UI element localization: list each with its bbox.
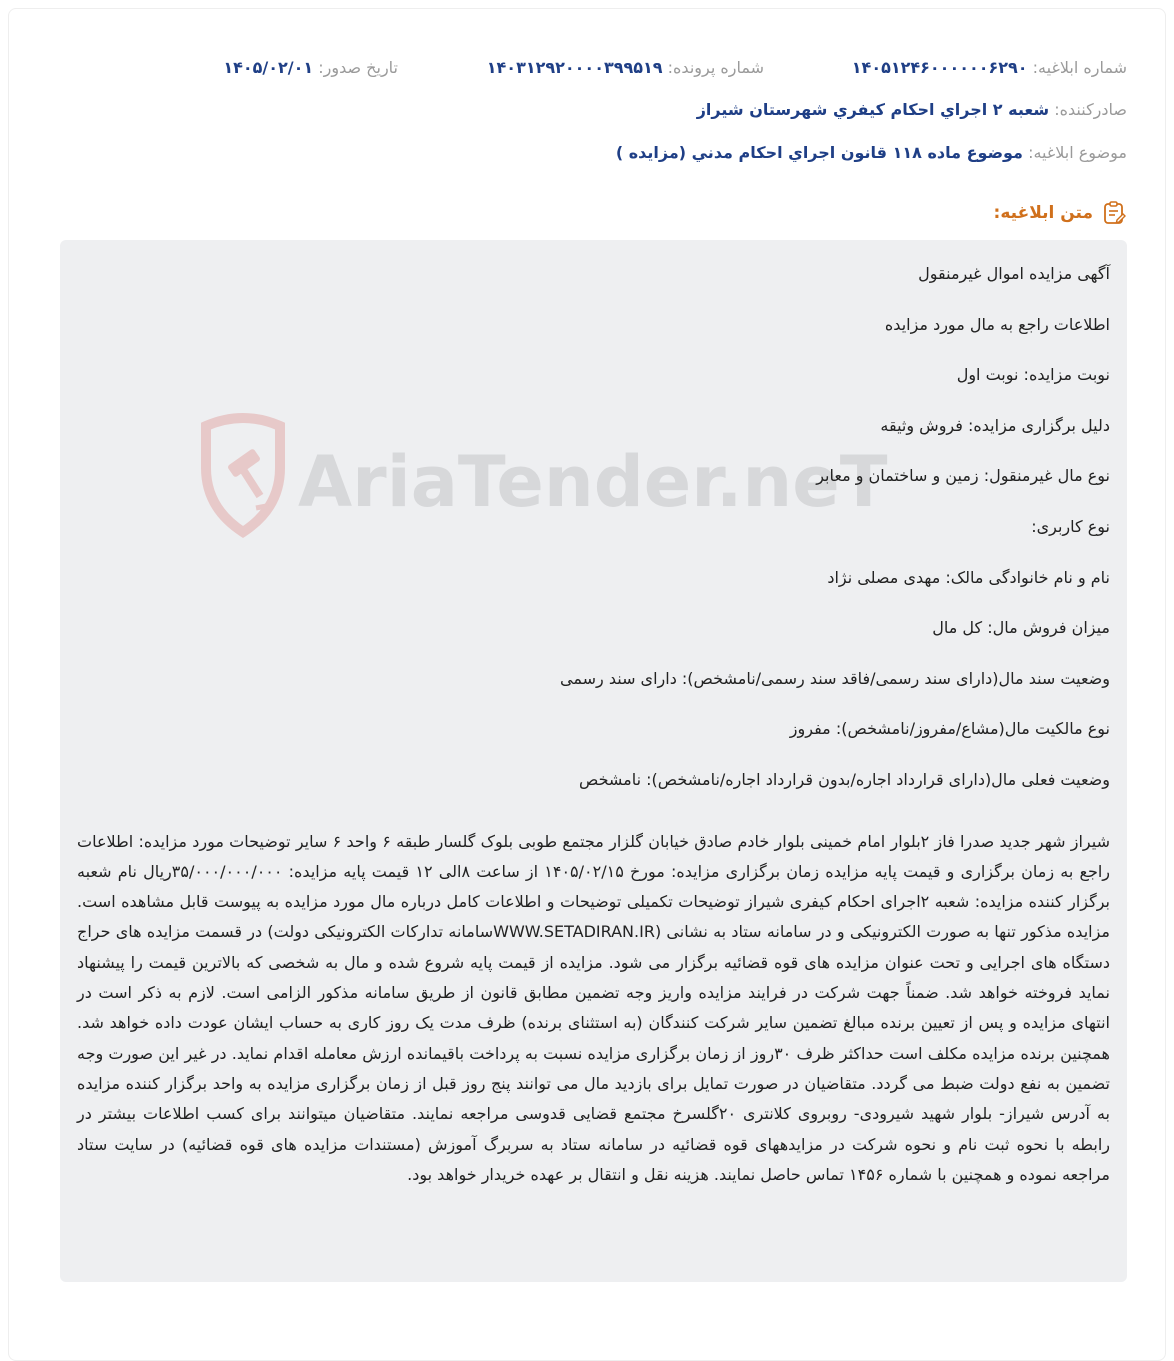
- body-line: نام و نام خانوادگی مالک: مهدی مصلی نژاد: [827, 567, 1110, 587]
- issue-date-value: ۱۴۰۵/۰۲/۰۱: [223, 58, 314, 77]
- body-line: نوع کاربری:: [1031, 516, 1110, 536]
- file-number-row: [487, 58, 764, 77]
- body-line: وضعیت فعلی مال(دارای قرارداد اجاره/بدون قرارداد اجاره/نامشخص): نامشخص: [578, 769, 1110, 789]
- notice-clipboard-icon: [1101, 200, 1127, 226]
- body-line: نوبت مزایده: نوبت اول: [956, 365, 1110, 385]
- subject-row: [616, 143, 1127, 162]
- body-line: دلیل برگزاری مزایده: فروش وثیقه: [880, 415, 1110, 435]
- subject-value: موضوع ماده ۱۱۸ قانون اجراي احکام مدني (مزايده ): [615, 143, 1023, 162]
- notice-content-box: [60, 240, 1127, 1282]
- notice-text-heading: [994, 200, 1127, 226]
- body-line: وضعیت سند مال(دارای سند رسمی/فاقد سند رسمی/نامشخص): دارای سند رسمی: [560, 668, 1110, 688]
- watermark-text: AriaTender.neT: [298, 441, 888, 523]
- issuer-value: شعبه ۲ اجراي احکام کيفري شهرستان شيراز: [696, 100, 1050, 119]
- body-line: میزان فروش مال: کل مال: [932, 618, 1110, 638]
- issue-date-label: تاریخ صدور:: [318, 58, 398, 77]
- file-number-label: شماره پرونده:: [667, 58, 764, 77]
- body-line: نوع مال غیرمنقول: زمین و ساختمان و معابر: [816, 466, 1110, 486]
- body-line: آگهی مزایده اموال غیرمنقول: [918, 264, 1110, 283]
- body-line: نوع مالکیت مال(مشاع/مفروز/نامشخص): مفروز: [789, 719, 1110, 739]
- issue-date-row: [223, 58, 398, 77]
- issuer-label: صادرکننده:: [1054, 100, 1127, 119]
- issuer-row: [697, 100, 1127, 119]
- notice-number-value: ۱۴۰۵۱۲۴۶۰۰۰۰۰۰۶۲۹۰: [851, 58, 1028, 77]
- notice-body: [77, 262, 1110, 1190]
- body-line: اطلاعات راجع به مال مورد مزایده: [884, 314, 1110, 334]
- notice-number-label: شماره ابلاغیه:: [1032, 58, 1127, 77]
- subject-label: موضوع ابلاغیه:: [1028, 143, 1127, 162]
- body-paragraph: شیراز شهر جدید صدرا فاز ۲بلوار امام خمینی بلوار خادم صادق خیابان گلزار مجتمع طوبی بلوک گلسار طبقه ۶ واحد ۶ سایر توضیحات مورد مزایده: اطلاعات راجع به زمان برگزاری و قیمت پایه مزایده زمان برگزاری مزایده: مورخ ۱۴۰۵/۰۲/۱۵ از ساعت ۸الی ۱۲ قیمت پایه مزایده: ۳۵/۰۰۰/۰۰۰/۰۰۰ریال نام شعبه برگزار کننده مزایده: شعبه ۲اجرای احکام کیفری شیراز توضیحات تکمیلی توضیحات و اطلاعات کامل درباره مال مورد مزایده به پیوست قابل مشاهده است. مزایده مذکور تنها به صورت الکترونیکی و در سامانه ستاد به نشانی (WWW.SETADIRAN.IRسامانه تدارکات الکترونیکی دولت) در قسمت مزایده های حراج دستگاه های اجرایی و تحت عنوان مزایده های قوه قضائیه برگزار می شود. مزایده از قیمت پایه شروع شده و مال به شخصی که بالاترین قیمت را پیشنهاد نماید فروخته خواهد شد. ضمناً جهت شرکت در فرایند مزایده واریز وجه تضمین مطابق قانون از طریق سامانه مذکور الزامی است. لازم به ذکر است در انتهای مزایده و پس از تعیین برنده مبالغ تضمین سایر شرکت کنندگان (به استثنای برنده) ظرف مدت یک روز کاری به حساب ایشان عودت داده خواهد شد. همچنین برنده مزایده مکلف است حداکثر ظرف ۳۰روز از زمان برگزاری مزایده نسبت به پرداخت باقیمانده ارزش معامله اقدام نماید. در غیر این صورت وجه تضمین به نفع دولت ضبط می گردد. متقاضیان در صورت تمایل برای بازدید مال می توانند پنج روز قبل از زمان برگزاری مزایده به واحد برگزار کننده مزایده به آدرس شیراز- بلوار شهید شیرودی- روبروی کلانتری ۲۰گلسرخ مجتمع قضایی قدوسی مراجعه نمایند. متقاضیان میتوانند برای کسب اطلاعات بیشتر در رابطه با نحوه ثبت نام و نحوه شرکت در مزایدههای قوه قضائیه در سامانه ستاد به سربرگ آموزش (مستندات مزایده های قوه قضائیه) در سایت ستاد مراجعه نموده و همچنین با شماره ۱۴۵۶ تماس حاصل نمایند. هزینه نقل و انتقال بر عهده خریدار خواهد بود.: [77, 831, 1111, 1184]
- notice-text-title: متن ابلاغیه:: [993, 203, 1093, 223]
- file-number-value: ۱۴۰۳۱۲۹۲۰۰۰۰۳۹۹۵۱۹: [486, 58, 663, 77]
- notice-number-row: [852, 58, 1127, 77]
